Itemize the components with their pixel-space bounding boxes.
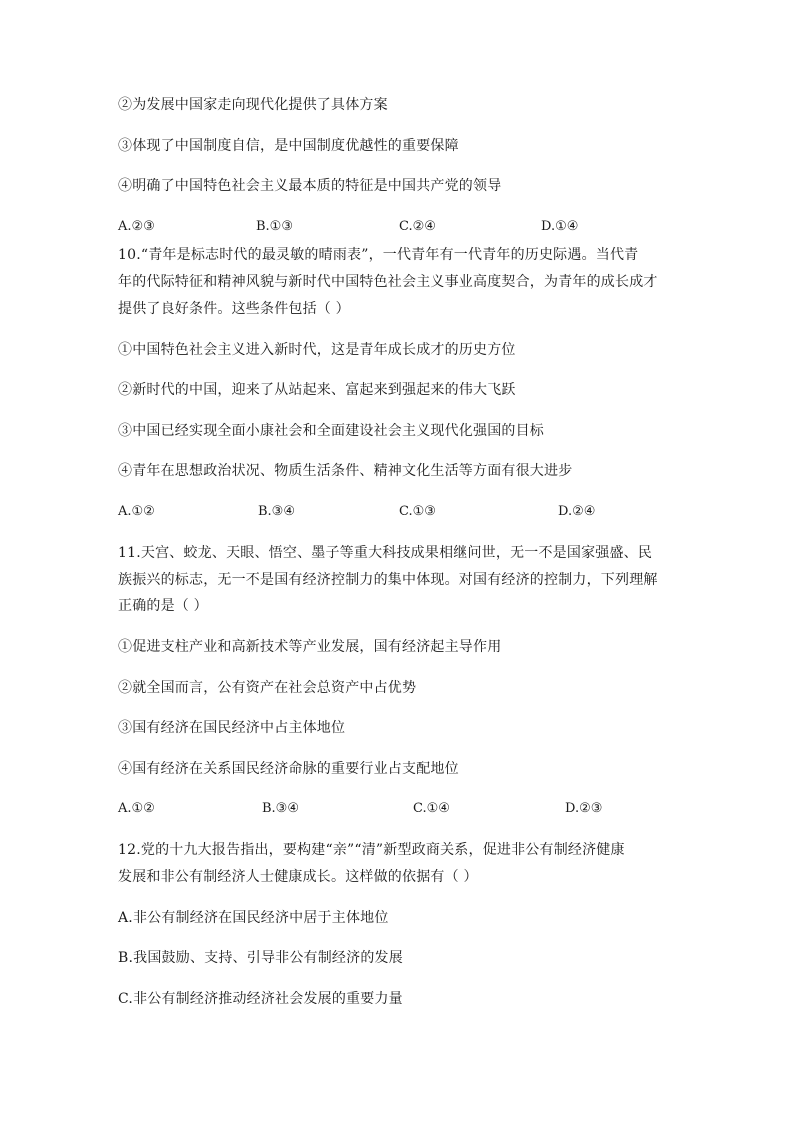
q9-statement-3: ③体现了中国制度自信，是中国制度优越性的重要保障	[118, 138, 459, 154]
q11-option-b[interactable]: B.③④	[262, 801, 299, 816]
q9-option-c[interactable]: C.②④	[399, 219, 436, 234]
q9-option-d[interactable]: D.①④	[541, 219, 579, 234]
q10-stem-line-3: 提供了良好条件。这些条件包括（ ）	[118, 301, 350, 317]
q12-choice-c[interactable]: C.非公有制经济推动经济社会发展的重要力量	[118, 991, 403, 1007]
q10-statement-1: ①中国特色社会主义进入新时代，这是青年成长成才的历史方位	[118, 342, 516, 358]
q10-option-a[interactable]: A.①②	[118, 504, 155, 519]
q9-statement-4: ④明确了中国特色社会主义最本质的特征是中国共产党的领导	[118, 178, 502, 194]
q10-statement-3: ③中国已经实现全面小康社会和全面建设社会主义现代化强国的目标	[118, 423, 544, 439]
q12-stem-line-1: 12.党的十九大报告指出，要构建“亲”“清”新型政商关系，促进非公有制经济健康	[118, 842, 625, 858]
q10-statement-4: ④青年在思想政治状况、物质生活条件、精神文化生活等方面有很大进步	[118, 463, 573, 479]
q12-choice-b[interactable]: B.我国鼓励、支持、引导非公有制经济的发展	[118, 950, 403, 966]
q10-option-b[interactable]: B.③④	[258, 504, 295, 519]
q11-stem-line-3: 正确的是（ ）	[118, 598, 208, 614]
q10-stem-line-2: 年的代际特征和精神风貌与新时代中国特色社会主义事业高度契合，为青年的成长成才	[118, 274, 658, 290]
q11-statement-4: ④国有经济在关系国民经济命脉的重要行业占支配地位	[118, 761, 459, 777]
q11-statement-2: ②就全国而言，公有资产在社会总资产中占优势	[118, 680, 417, 696]
q12-choice-a[interactable]: A.非公有制经济在国民经济中居于主体地位	[118, 910, 389, 926]
q12-stem-line-2: 发展和非公有制经济人士健康成长。这样做的依据有（ ）	[118, 869, 478, 885]
q10-options	[118, 503, 678, 521]
q9-statement-2: ②为发展中国家走向现代化提供了具体方案	[118, 97, 388, 113]
q11-option-d[interactable]: D.②③	[565, 801, 603, 816]
q9-option-b[interactable]: B.①③	[256, 219, 293, 234]
q10-option-c[interactable]: C.①③	[399, 504, 436, 519]
q11-statement-1: ①促进支柱产业和高新技术等产业发展，国有经济起主导作用	[118, 639, 502, 655]
q10-stem-line-1: 10.“青年是标志时代的最灵敏的晴雨表”，一代青年有一代青年的历史际遇。当代青	[118, 247, 639, 263]
q11-options	[118, 800, 678, 818]
q11-statement-3: ③国有经济在国民经济中占主体地位	[118, 720, 346, 736]
q10-statement-2: ②新时代的中国，迎来了从站起来、富起来到强起来的伟大飞跃	[118, 382, 516, 398]
q10-option-d[interactable]: D.②④	[558, 504, 596, 519]
q9-options	[118, 218, 678, 236]
q9-option-a[interactable]: A.②③	[118, 219, 155, 234]
q11-stem-line-2: 族振兴的标志，无一不是国有经济控制力的集中体现。对国有经济的控制力，下列理解	[118, 572, 658, 588]
q11-option-c[interactable]: C.①④	[413, 801, 450, 816]
q11-stem-line-1: 11.天宫、蛟龙、天眼、悟空、墨子等重大科技成果相继问世，无一不是国家强盛、民	[118, 545, 653, 561]
q11-option-a[interactable]: A.①②	[118, 801, 155, 816]
